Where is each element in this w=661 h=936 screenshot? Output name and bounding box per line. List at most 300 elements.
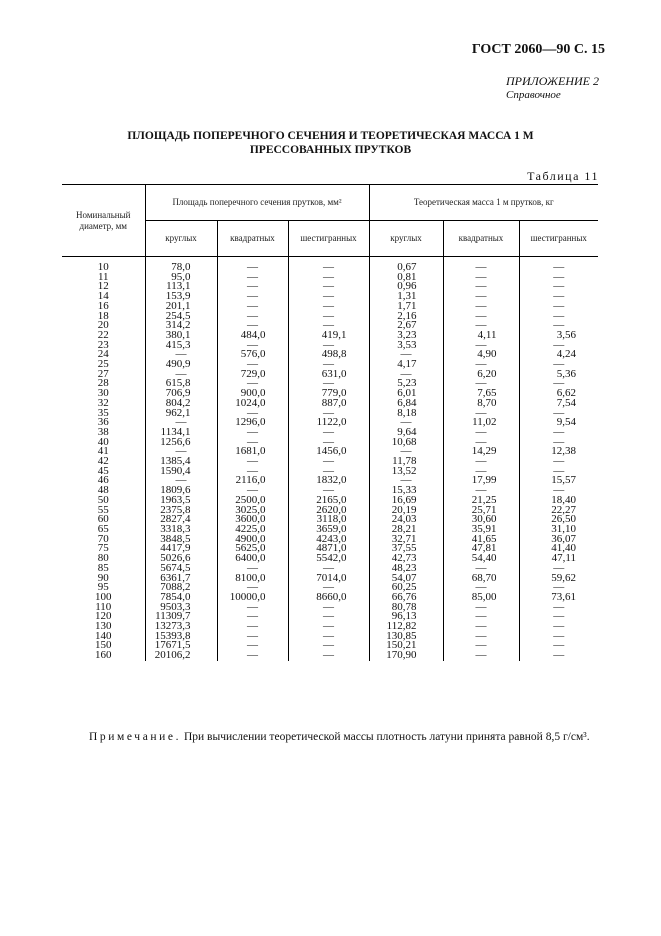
cell-diameter: 85 [97, 561, 109, 574]
cell-diameter: 55 [97, 503, 109, 516]
cell-mass-square: — [443, 257, 519, 273]
cell-area-round: 17671,5 [145, 641, 217, 651]
cell-diameter: 130 [95, 620, 112, 633]
cell-mass-hex: 36,07 [519, 535, 598, 545]
cell-area-square: — [217, 438, 288, 448]
cell-area-round: 1809,6 [145, 486, 217, 496]
cell-mass-round: 16,69 [369, 496, 443, 506]
header-area-square: квадратных [217, 221, 288, 257]
cell-area-square: 3600,0 [217, 515, 288, 525]
cell-mass-square: — [443, 564, 519, 574]
cell-area-round: 78,0 [145, 257, 217, 273]
cell-diameter: 14 [97, 290, 109, 303]
cell-mass-hex: — [519, 641, 598, 651]
cell-area-square: — [217, 603, 288, 613]
document-title-line-1: ПЛОЩАДЬ ПОПЕРЕЧНОГО СЕЧЕНИЯ И ТЕОРЕТИЧЕСКАЯ МАССА 1 М [127, 130, 534, 142]
cell-area-hex: — [288, 438, 369, 448]
cell-area-round: 380,1 [145, 331, 217, 341]
cell-area-round: 314,2 [145, 321, 217, 331]
cell-area-hex: 419,1 [288, 331, 369, 341]
cell-mass-square: — [443, 321, 519, 331]
cell-area-square: — [217, 341, 288, 351]
cell-mass-square: — [443, 341, 519, 351]
cell-area-square: — [217, 282, 288, 292]
cell-area-square: — [217, 583, 288, 593]
cell-mass-hex: 4,24 [519, 350, 598, 360]
cell-area-square: 1296,0 [217, 418, 288, 428]
cell-diameter: 80 [97, 552, 109, 565]
cell-mass-round: 1,31 [369, 292, 443, 302]
cell-area-hex: 631,0 [288, 370, 369, 380]
cell-mass-square: — [443, 292, 519, 302]
cell-area-round: 153,9 [145, 292, 217, 302]
cell-mass-hex: — [519, 409, 598, 419]
cell-area-square: 2116,0 [217, 476, 288, 486]
cell-mass-hex: — [519, 341, 598, 351]
cell-area-round: 1963,5 [145, 496, 217, 506]
cell-diameter: 24 [97, 348, 109, 361]
cell-mass-round: 96,13 [369, 612, 443, 622]
cell-mass-round: 15,33 [369, 486, 443, 496]
cell-mass-hex: — [519, 583, 598, 593]
cell-mass-hex: — [519, 564, 598, 574]
cell-mass-square: — [443, 486, 519, 496]
header-area-group: Площадь поперечного сечения прутков, мм² [145, 185, 369, 221]
cell-mass-hex: — [519, 257, 598, 273]
header-mass-round: круглых [369, 221, 443, 257]
cell-area-square: 1681,0 [217, 447, 288, 457]
cell-mass-square: 21,25 [443, 496, 519, 506]
cell-mass-round: 8,18 [369, 409, 443, 419]
cell-mass-square: 30,60 [443, 515, 519, 525]
cell-diameter: 41 [97, 445, 109, 458]
cell-mass-square: 25,71 [443, 506, 519, 516]
cell-area-square: 729,0 [217, 370, 288, 380]
header-mass-square: квадратных [443, 221, 519, 257]
cell-diameter: 60 [97, 513, 109, 526]
cell-area-round: 415,3 [145, 341, 217, 351]
cell-area-hex: — [288, 603, 369, 613]
cell-diameter: 40 [97, 435, 109, 448]
cell-mass-hex: — [519, 632, 598, 642]
cell-area-round: 15393,8 [145, 632, 217, 642]
cell-mass-hex: — [519, 273, 598, 283]
cell-mass-hex: 15,57 [519, 476, 598, 486]
cell-area-square: — [217, 632, 288, 642]
cell-diameter: 45 [97, 464, 109, 477]
cell-area-hex: 887,0 [288, 399, 369, 409]
cell-mass-round: 66,76 [369, 593, 443, 603]
cell-mass-hex: 73,61 [519, 593, 598, 603]
cell-diameter: 11 [97, 270, 109, 283]
cell-mass-hex: — [519, 486, 598, 496]
cell-area-round: 113,1 [145, 282, 217, 292]
cell-mass-square: 7,65 [443, 389, 519, 399]
document-title-line-2: ПРЕССОВАННЫХ ПРУТКОВ [249, 144, 412, 156]
cell-mass-hex: 47,11 [519, 554, 598, 564]
cell-area-hex: — [288, 302, 369, 312]
cell-mass-round: 150,21 [369, 641, 443, 651]
cell-area-hex: 498,8 [288, 350, 369, 360]
cell-area-round: 95,0 [145, 273, 217, 283]
cell-area-round: 13273,3 [145, 622, 217, 632]
cell-mass-square: — [443, 632, 519, 642]
cell-area-square: 576,0 [217, 350, 288, 360]
cell-area-square: 10000,0 [217, 593, 288, 603]
cell-area-hex: — [288, 467, 369, 477]
cell-mass-square: — [443, 603, 519, 613]
note-text: При вычислении теоретической массы плотность латуни принята равной 8,5 г/см³. [181, 731, 590, 743]
cell-mass-round: 37,55 [369, 544, 443, 554]
cell-mass-round: 10,68 [369, 438, 443, 448]
cell-diameter: 32 [97, 396, 109, 409]
cell-area-square: 3025,0 [217, 506, 288, 516]
cell-area-square: 4900,0 [217, 535, 288, 545]
cell-area-hex: — [288, 632, 369, 642]
cell-mass-round: 5,23 [369, 379, 443, 389]
cell-area-square: — [217, 360, 288, 370]
cell-area-square: — [217, 457, 288, 467]
cell-mass-round: 112,82 [369, 622, 443, 632]
cell-area-square: — [217, 622, 288, 632]
cell-diameter: 42 [97, 455, 109, 468]
cell-mass-hex: 31,10 [519, 525, 598, 535]
cell-area-round: 1256,6 [145, 438, 217, 448]
cell-diameter: 48 [97, 484, 109, 497]
cell-mass-square: 35,91 [443, 525, 519, 535]
cell-diameter: 95 [97, 581, 109, 594]
cell-mass-round: — [369, 418, 443, 428]
cell-diameter: 27 [97, 367, 109, 380]
cell-mass-round: 24,03 [369, 515, 443, 525]
cell-mass-round: 20,19 [369, 506, 443, 516]
cell-mass-round: 170,90 [369, 651, 443, 661]
cell-diameter: 22 [97, 328, 109, 341]
cell-diameter: 75 [97, 542, 109, 555]
cell-mass-hex: — [519, 612, 598, 622]
cell-mass-square: — [443, 302, 519, 312]
cell-area-hex: 4871,0 [288, 544, 369, 554]
cell-area-hex: 5542,0 [288, 554, 369, 564]
cell-diameter: 18 [97, 309, 109, 322]
cell-diameter: 46 [97, 474, 109, 487]
cell-area-square: — [217, 467, 288, 477]
cell-area-hex: — [288, 641, 369, 651]
cell-area-hex: 7014,0 [288, 574, 369, 584]
cell-mass-square: — [443, 273, 519, 283]
cell-mass-hex: — [519, 360, 598, 370]
cell-area-round: 3848,5 [145, 535, 217, 545]
cell-mass-square: — [443, 583, 519, 593]
cell-mass-round: 4,17 [369, 360, 443, 370]
cell-area-round: 5674,5 [145, 564, 217, 574]
cell-mass-square: 4,90 [443, 350, 519, 360]
cell-mass-square: — [443, 651, 519, 661]
header-area-hex: шестигранных [288, 221, 369, 257]
cell-mass-square: — [443, 467, 519, 477]
cell-mass-square: — [443, 312, 519, 322]
cell-mass-round: — [369, 447, 443, 457]
cell-mass-square: — [443, 409, 519, 419]
cell-diameter: 150 [95, 639, 112, 652]
table-label: Таблица 11 [527, 169, 599, 183]
cell-area-round: 2827,4 [145, 515, 217, 525]
cell-mass-round: 11,78 [369, 457, 443, 467]
cell-area-hex: — [288, 282, 369, 292]
cell-mass-hex: — [519, 467, 598, 477]
cell-area-round: 7088,2 [145, 583, 217, 593]
cell-mass-round: 2,16 [369, 312, 443, 322]
cell-area-round: 6361,7 [145, 574, 217, 584]
cell-mass-round: 0,81 [369, 273, 443, 283]
cell-diameter: 20 [97, 319, 109, 332]
cell-mass-round: — [369, 370, 443, 380]
cell-area-round: 7854,0 [145, 593, 217, 603]
cell-area-square: — [217, 379, 288, 389]
cell-mass-hex: 5,36 [519, 370, 598, 380]
cell-area-square: — [217, 273, 288, 283]
cell-area-round: 706,9 [145, 389, 217, 399]
cell-diameter: 70 [97, 532, 109, 545]
cell-mass-hex: 59,62 [519, 574, 598, 584]
cell-mass-round: — [369, 350, 443, 360]
cell-area-round: 1134,1 [145, 428, 217, 438]
cell-area-hex: — [288, 409, 369, 419]
cell-area-round: 1590,4 [145, 467, 217, 477]
cell-mass-round: 80,78 [369, 603, 443, 613]
cell-area-round: 2375,8 [145, 506, 217, 516]
cell-mass-square: 8,70 [443, 399, 519, 409]
cell-area-round: 962,1 [145, 409, 217, 419]
cell-mass-square: 68,70 [443, 574, 519, 584]
cell-diameter: 90 [97, 571, 109, 584]
cell-mass-square: — [443, 379, 519, 389]
cell-area-round: — [145, 370, 217, 380]
cell-diameter: 28 [97, 377, 109, 390]
cell-diameter: 50 [97, 493, 109, 506]
cell-area-round: 5026,6 [145, 554, 217, 564]
cell-diameter: 100 [95, 590, 112, 603]
cell-area-square: 484,0 [217, 331, 288, 341]
header-mass-hex: шестигранных [519, 221, 598, 257]
cell-mass-hex: 7,54 [519, 399, 598, 409]
cell-diameter: 140 [95, 629, 112, 642]
cell-diameter: 10 [97, 261, 109, 273]
cell-mass-square: 6,20 [443, 370, 519, 380]
cell-area-hex: — [288, 564, 369, 574]
cell-area-square: — [217, 302, 288, 312]
cell-mass-square: 17,99 [443, 476, 519, 486]
cell-area-round: 254,5 [145, 312, 217, 322]
cell-area-hex: — [288, 379, 369, 389]
appendix-label [506, 74, 599, 102]
cell-mass-hex: — [519, 282, 598, 292]
cell-diameter: 110 [95, 600, 112, 613]
note-label: Примечание. [89, 731, 182, 743]
table-note [89, 731, 590, 743]
cell-mass-hex: 18,40 [519, 496, 598, 506]
cell-mass-square: — [443, 282, 519, 292]
cell-area-hex: 1832,0 [288, 476, 369, 486]
cell-mass-hex: 12,38 [519, 447, 598, 457]
cell-mass-round: 3,23 [369, 331, 443, 341]
cell-diameter: 23 [97, 338, 109, 351]
cell-mass-hex: — [519, 312, 598, 322]
cell-area-square: — [217, 564, 288, 574]
cell-area-round: — [145, 418, 217, 428]
cell-area-round: 11309,7 [145, 612, 217, 622]
cell-mass-square: — [443, 457, 519, 467]
cell-area-hex: 3659,0 [288, 525, 369, 535]
cell-diameter: 36 [97, 416, 109, 429]
cell-area-square: 5625,0 [217, 544, 288, 554]
cell-mass-square: 41,65 [443, 535, 519, 545]
cell-area-square: 4225,0 [217, 525, 288, 535]
cell-area-square: — [217, 651, 288, 661]
cell-mass-hex: 3,56 [519, 331, 598, 341]
header-area-round: круглых [145, 221, 217, 257]
cell-area-hex: — [288, 612, 369, 622]
cell-diameter: 120 [95, 610, 112, 623]
cell-area-round: 4417,9 [145, 544, 217, 554]
cell-area-square: 2500,0 [217, 496, 288, 506]
cell-mass-round: 0,67 [369, 257, 443, 273]
cell-mass-square: 85,00 [443, 593, 519, 603]
cell-area-hex: 4243,0 [288, 535, 369, 545]
cell-area-hex: — [288, 457, 369, 467]
cell-area-round: 490,9 [145, 360, 217, 370]
cell-area-square: — [217, 321, 288, 331]
cell-area-hex: — [288, 583, 369, 593]
cell-area-hex: — [288, 360, 369, 370]
cell-area-hex: 8660,0 [288, 593, 369, 603]
cell-diameter: 35 [97, 406, 109, 419]
cell-area-hex: — [288, 486, 369, 496]
cell-area-hex: 2165,0 [288, 496, 369, 506]
data-table [62, 184, 598, 661]
cell-area-round: — [145, 447, 217, 457]
cell-mass-round: 13,52 [369, 467, 443, 477]
cell-mass-hex: — [519, 438, 598, 448]
cell-area-square: — [217, 257, 288, 273]
document-title [0, 129, 661, 157]
cell-area-square: — [217, 428, 288, 438]
cell-mass-square: 47,81 [443, 544, 519, 554]
cell-area-square: — [217, 292, 288, 302]
cell-area-square: — [217, 486, 288, 496]
cell-area-square: 1024,0 [217, 399, 288, 409]
cell-mass-round: 32,71 [369, 535, 443, 545]
cell-mass-square: — [443, 438, 519, 448]
cell-area-hex: — [288, 321, 369, 331]
cell-area-hex: — [288, 273, 369, 283]
cell-mass-square: 11,02 [443, 418, 519, 428]
cell-mass-round: 9,64 [369, 428, 443, 438]
appendix-title: ПРИЛОЖЕНИЕ 2 [506, 74, 599, 88]
header-diameter: Номинальный диаметр, мм [62, 185, 145, 257]
cell-diameter: 16 [97, 299, 109, 312]
cell-area-hex: — [288, 292, 369, 302]
cell-area-hex: 2620,0 [288, 506, 369, 516]
cell-area-hex: — [288, 312, 369, 322]
cell-mass-hex: — [519, 603, 598, 613]
cell-mass-hex: — [519, 321, 598, 331]
cell-mass-square: — [443, 428, 519, 438]
cell-area-hex: — [288, 341, 369, 351]
cell-mass-hex: 41,40 [519, 544, 598, 554]
cell-area-hex: — [288, 651, 369, 661]
cell-mass-square: — [443, 360, 519, 370]
cell-mass-round: 28,21 [369, 525, 443, 535]
cell-area-square: — [217, 641, 288, 651]
cell-area-hex: 3118,0 [288, 515, 369, 525]
cell-mass-hex: 26,50 [519, 515, 598, 525]
cell-diameter: 65 [97, 522, 109, 535]
cell-mass-round: 42,73 [369, 554, 443, 564]
appendix-subtitle: Справочное [506, 89, 561, 101]
cell-mass-square: 4,11 [443, 331, 519, 341]
cell-mass-round: 6,01 [369, 389, 443, 399]
cell-diameter: 160 [95, 649, 112, 662]
cell-area-round: 201,1 [145, 302, 217, 312]
cell-mass-round: 54,07 [369, 574, 443, 584]
cell-area-hex: — [288, 428, 369, 438]
cell-mass-square: — [443, 622, 519, 632]
cell-diameter: 25 [97, 358, 109, 371]
header-mass-group: Теоретическая масса 1 м прутков, кг [369, 185, 598, 221]
cell-mass-hex: 6,62 [519, 389, 598, 399]
cell-mass-hex: — [519, 302, 598, 312]
cell-mass-square: — [443, 612, 519, 622]
cell-mass-hex: — [519, 651, 598, 661]
cell-area-hex: — [288, 257, 369, 273]
cell-area-square: — [217, 312, 288, 322]
cell-mass-hex: 9,54 [519, 418, 598, 428]
cell-area-round: 9503,3 [145, 603, 217, 613]
page-reference: ГОСТ 2060—90 С. 15 [471, 42, 605, 57]
cell-area-round: 804,2 [145, 399, 217, 409]
cell-area-square: — [217, 612, 288, 622]
cell-mass-round: 130,85 [369, 632, 443, 642]
cell-area-round: — [145, 350, 217, 360]
cell-diameter: 30 [97, 387, 109, 400]
cell-area-round: — [145, 476, 217, 486]
cell-mass-round: 0,96 [369, 282, 443, 292]
cell-area-round: 20106,2 [145, 651, 217, 661]
cell-area-hex: 1456,0 [288, 447, 369, 457]
cell-area-square: 900,0 [217, 389, 288, 399]
cell-mass-round: 6,84 [369, 399, 443, 409]
cell-mass-hex: — [519, 379, 598, 389]
cell-mass-round: 48,23 [369, 564, 443, 574]
cell-diameter: 38 [97, 425, 109, 438]
cell-mass-hex: — [519, 428, 598, 438]
cell-area-hex: — [288, 622, 369, 632]
cell-area-square: 6400,0 [217, 554, 288, 564]
cell-area-hex: 779,0 [288, 389, 369, 399]
cell-area-round: 3318,3 [145, 525, 217, 535]
cell-mass-round: 3,53 [369, 341, 443, 351]
table-body [62, 257, 598, 661]
cell-area-round: 1385,4 [145, 457, 217, 467]
cell-mass-hex: — [519, 457, 598, 467]
cell-mass-square: 54,40 [443, 554, 519, 564]
cell-mass-hex: — [519, 622, 598, 632]
cell-diameter: 12 [97, 280, 109, 293]
cell-mass-round: — [369, 476, 443, 486]
cell-mass-square: 14,29 [443, 447, 519, 457]
cell-mass-hex: — [519, 292, 598, 302]
